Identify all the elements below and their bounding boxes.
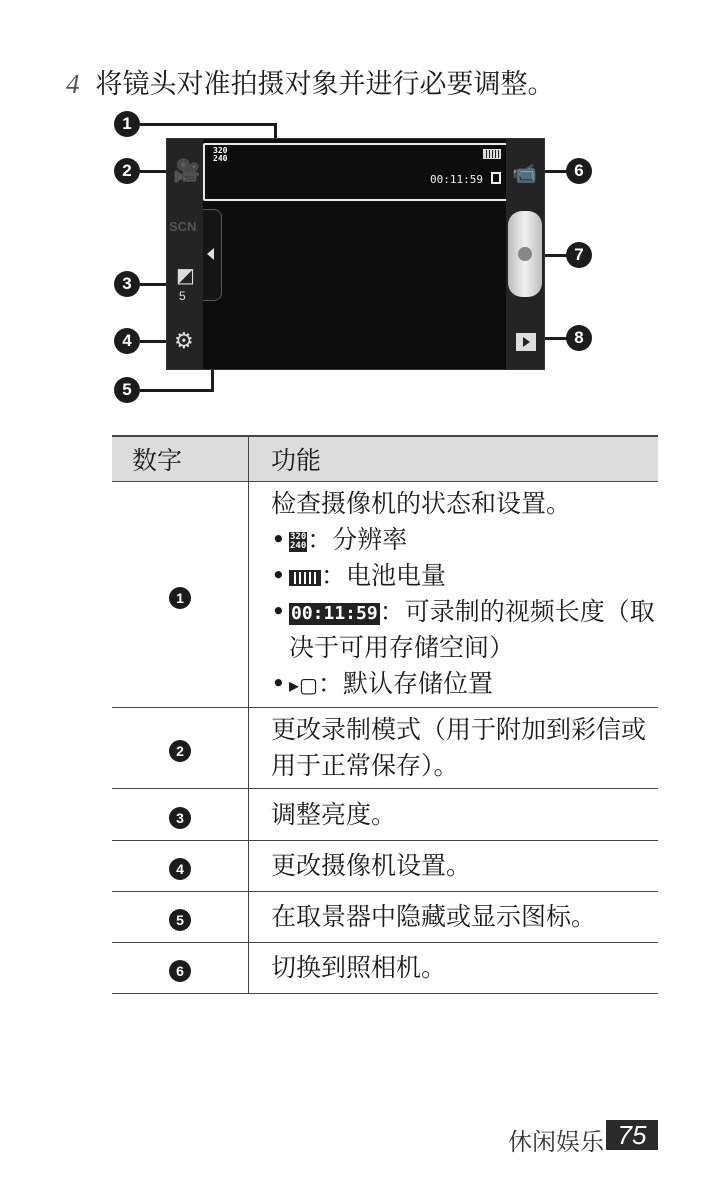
row-number-2: 2 — [169, 740, 191, 762]
status-indicator-box — [203, 143, 509, 201]
row-description: 切换到照相机。 — [249, 943, 659, 994]
chevron-left-icon — [207, 248, 214, 260]
exposure-icon[interactable]: ◩ — [176, 263, 195, 287]
table-row — [112, 789, 658, 841]
table-row — [112, 943, 658, 994]
scene-mode-label: SCN — [169, 219, 197, 234]
page-number: 75 — [606, 1120, 658, 1150]
callout-1: 1 — [114, 111, 140, 137]
hide-icons-tab[interactable] — [203, 209, 222, 301]
camera-viewfinder — [166, 138, 545, 370]
row-description: 更改摄像机设置。 — [249, 841, 659, 892]
row-number-5: 5 — [169, 909, 191, 931]
callout-2: 2 — [114, 158, 140, 184]
row-number-6: 6 — [169, 960, 191, 982]
row-description: 在取景器中隐藏或显示图标。 — [249, 892, 659, 943]
list-item: • ▸▢：默认存储位置 — [271, 666, 658, 703]
list-item: • 00:11:59：可录制的视频长度（取决于可用存储空间） — [271, 594, 658, 666]
table-row — [112, 708, 658, 789]
storage-location-icon — [491, 172, 501, 184]
row-number-1: 1 — [169, 587, 191, 609]
exposure-value: 5 — [179, 289, 186, 303]
recording-mode-icon[interactable]: 🎥 — [173, 159, 201, 184]
recording-timer: 00:11:59 — [430, 173, 483, 186]
status-icon-list — [271, 522, 658, 703]
header-number: 数字 — [112, 436, 249, 482]
callout-3: 3 — [114, 271, 140, 297]
row-description: 调整亮度。 — [249, 789, 659, 841]
storage-location-icon: ▸▢ — [289, 673, 318, 697]
row-number-4: 4 — [169, 858, 191, 880]
switch-camera-icon[interactable]: 📹 — [512, 161, 537, 185]
table-row — [112, 482, 658, 708]
step-number: 4 — [66, 69, 80, 99]
step-instruction — [66, 62, 555, 101]
play-icon[interactable] — [516, 333, 536, 351]
callout-description-table — [112, 435, 658, 994]
callout-6: 6 — [566, 158, 592, 184]
callout-7: 7 — [566, 242, 592, 268]
record-button[interactable] — [508, 211, 542, 297]
list-item: • ：电池电量 — [271, 558, 658, 594]
callout-4: 4 — [114, 328, 140, 354]
callout-line-5-h — [140, 389, 214, 392]
section-name: 休闲娱乐 — [508, 1128, 604, 1156]
record-dot-icon — [518, 247, 532, 261]
callout-5: 5 — [114, 377, 140, 403]
row-description: 更改录制模式（用于附加到彩信或用于正常保存）。 — [249, 708, 659, 789]
step-text: 将镜头对准拍摄对象并进行必要调整。 — [95, 69, 555, 100]
timer-badge: 00:11:59 — [291, 602, 378, 624]
settings-gear-icon[interactable]: ⚙ — [174, 329, 194, 354]
row-intro: 检查摄像机的状态和设置。 — [271, 489, 572, 518]
battery-icon — [289, 570, 321, 586]
table-row — [112, 892, 658, 943]
table-header-row — [112, 436, 658, 482]
left-toolbar — [167, 139, 203, 369]
right-toolbar — [506, 139, 544, 369]
table-row — [112, 841, 658, 892]
list-item: • 320 240：分辨率 — [271, 522, 658, 558]
header-function: 功能 — [249, 436, 659, 482]
battery-icon — [483, 149, 501, 159]
resolution-indicator: 320 240 — [213, 146, 228, 163]
resolution-badge: 320 240 — [290, 531, 307, 551]
callout-8: 8 — [566, 325, 592, 351]
callout-line-1-h — [140, 123, 276, 126]
row-number-3: 3 — [169, 807, 191, 829]
